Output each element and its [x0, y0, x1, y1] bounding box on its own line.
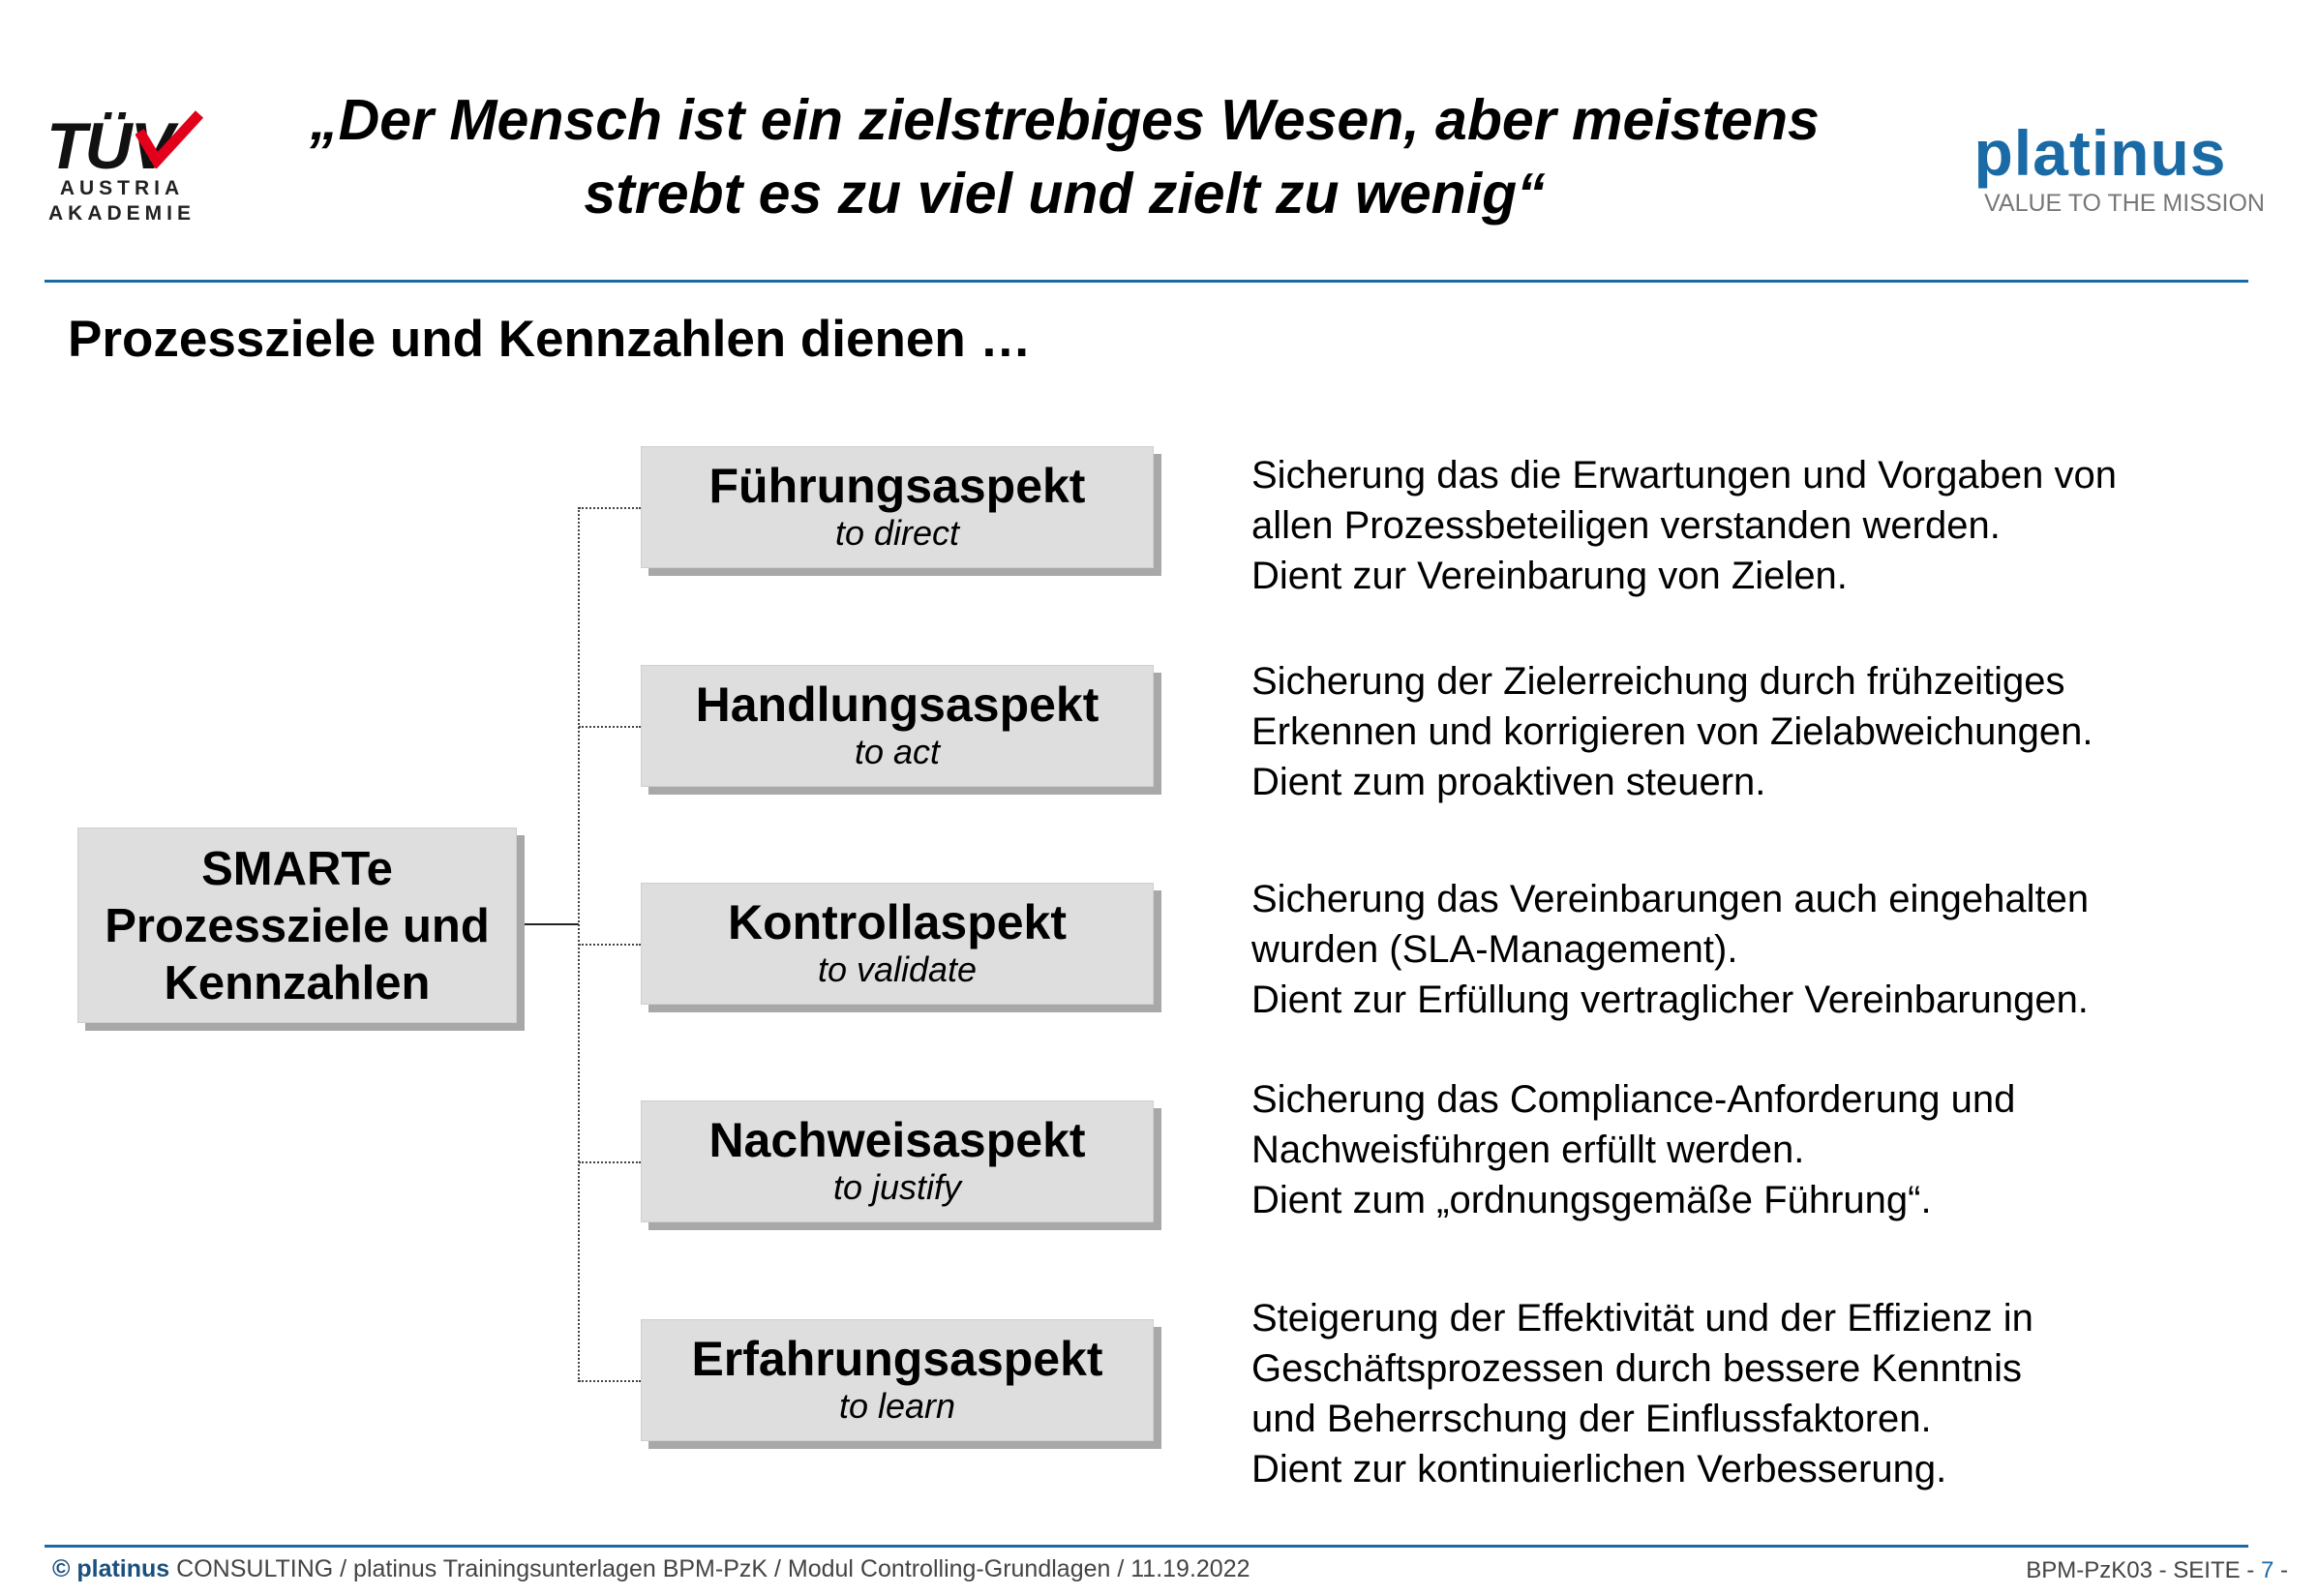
quote-line2: strebt es zu viel und zielt zu wenig“	[584, 162, 1546, 226]
aspect-description-kontrolle	[1251, 874, 2219, 1025]
footer-divider	[45, 1545, 2248, 1548]
aspect-subtitle: to validate	[817, 949, 978, 989]
header-quote	[290, 83, 1839, 230]
tuv-sub-line2: AKADEMIE	[47, 202, 196, 225]
footer-copyright: © platinus	[52, 1555, 170, 1582]
tuv-check-icon	[136, 110, 203, 168]
root-node	[77, 828, 517, 1023]
header-divider	[45, 280, 2248, 283]
desc-line: Geschäftsprozessen durch bessere Kenntnis	[1251, 1347, 2022, 1390]
desc-line: Dient zum „ordnungsgemäße Führung“.	[1251, 1179, 1932, 1221]
aspect-title: Nachweisaspekt	[708, 1113, 1086, 1167]
aspect-description-fuehrung	[1251, 450, 2219, 601]
desc-line: Dient zum proaktiven steuern.	[1251, 761, 1766, 803]
aspect-node-fuehrung	[641, 446, 1154, 568]
tuv-logo-subtitle	[45, 176, 199, 226]
desc-line: und Beherrschung der Einflussfaktoren.	[1251, 1398, 1932, 1440]
desc-line: wurden (SLA-Management).	[1251, 928, 1738, 971]
desc-line: Steigerung der Effektivität und der Effizienz in	[1251, 1297, 2033, 1340]
platinus-tagline: VALUE TO THE MISSION	[1984, 190, 2265, 217]
desc-line: Erkennen und korrigieren von Zielabweichungen.	[1251, 710, 2093, 753]
footer-text: CONSULTING / platinus Trainingsunterlagen BPM-PzK / Modul Controlling-Grundlagen / 11.19.2022	[169, 1555, 1250, 1582]
platinus-logo: platinus	[1973, 117, 2227, 189]
aspect-subtitle: to direct	[834, 513, 960, 553]
aspect-title: Handlungsaspekt	[695, 678, 1099, 732]
root-connector	[519, 923, 579, 925]
tuv-logo-word: TÜV	[46, 109, 172, 183]
aspect-node-kontrolle	[641, 883, 1154, 1005]
aspect-title: Erfahrungsaspekt	[691, 1332, 1103, 1386]
aspect-node-erfahrung	[641, 1319, 1154, 1441]
desc-line: Dient zur kontinuierlichen Verbesserung.	[1251, 1448, 1947, 1491]
branch-connector-1	[579, 507, 641, 509]
aspect-subtitle: to justify	[832, 1167, 962, 1207]
quote-line1: „Der Mensch ist ein zielstrebiges Wesen, aber meistens	[310, 88, 1820, 152]
desc-line: Sicherung das Vereinbarungen auch eingehalten	[1251, 878, 2090, 920]
root-label-line2: Prozessziele und	[105, 900, 490, 952]
aspect-description-erfahrung	[1251, 1293, 2219, 1494]
aspect-subtitle: to learn	[838, 1386, 956, 1426]
aspect-node-nachweis	[641, 1100, 1154, 1222]
tuv-sub-line1: AUSTRIA	[59, 177, 185, 199]
branch-connector-4	[579, 1161, 641, 1163]
desc-line: Sicherung das Compliance-Anforderung und	[1251, 1078, 2016, 1121]
desc-line: Dient zur Erfüllung vertraglicher Vereinbarungen.	[1251, 979, 2089, 1021]
aspect-title: Kontrollaspekt	[727, 895, 1068, 949]
footer-credits	[52, 1555, 1250, 1583]
branch-connector-3	[579, 944, 641, 946]
aspect-node-handlung	[641, 665, 1154, 787]
aspect-subtitle: to act	[854, 732, 941, 771]
branch-connector-2	[579, 726, 641, 728]
page-number: 7	[2260, 1557, 2274, 1583]
page-title: Prozessziele und Kennzahlen dienen …	[68, 311, 1032, 368]
root-label-line1: SMARTe	[201, 843, 393, 895]
desc-line: Sicherung der Zielerreichung durch frühzeitiges	[1251, 660, 2065, 703]
desc-line: Nachweisführgen erfüllt werden.	[1251, 1129, 1805, 1171]
desc-line: Dient zur Vereinbarung von Zielen.	[1251, 555, 1848, 597]
footer-page-info	[1839, 1557, 2288, 1584]
branch-connector-5	[579, 1380, 641, 1382]
footer-doc-id: BPM-PzK03 - SEITE -	[2026, 1557, 2261, 1583]
root-label	[78, 841, 516, 1012]
footer-suffix: -	[2274, 1557, 2288, 1583]
aspect-description-handlung	[1251, 656, 2219, 807]
desc-line: Sicherung das die Erwartungen und Vorgaben von	[1251, 454, 2117, 497]
aspect-title: Führungsaspekt	[708, 459, 1086, 513]
root-label-line3: Kennzahlen	[164, 957, 431, 1009]
aspect-description-nachweis	[1251, 1074, 2219, 1225]
desc-line: allen Prozessbeteiligen verstanden werden.	[1251, 504, 2001, 547]
